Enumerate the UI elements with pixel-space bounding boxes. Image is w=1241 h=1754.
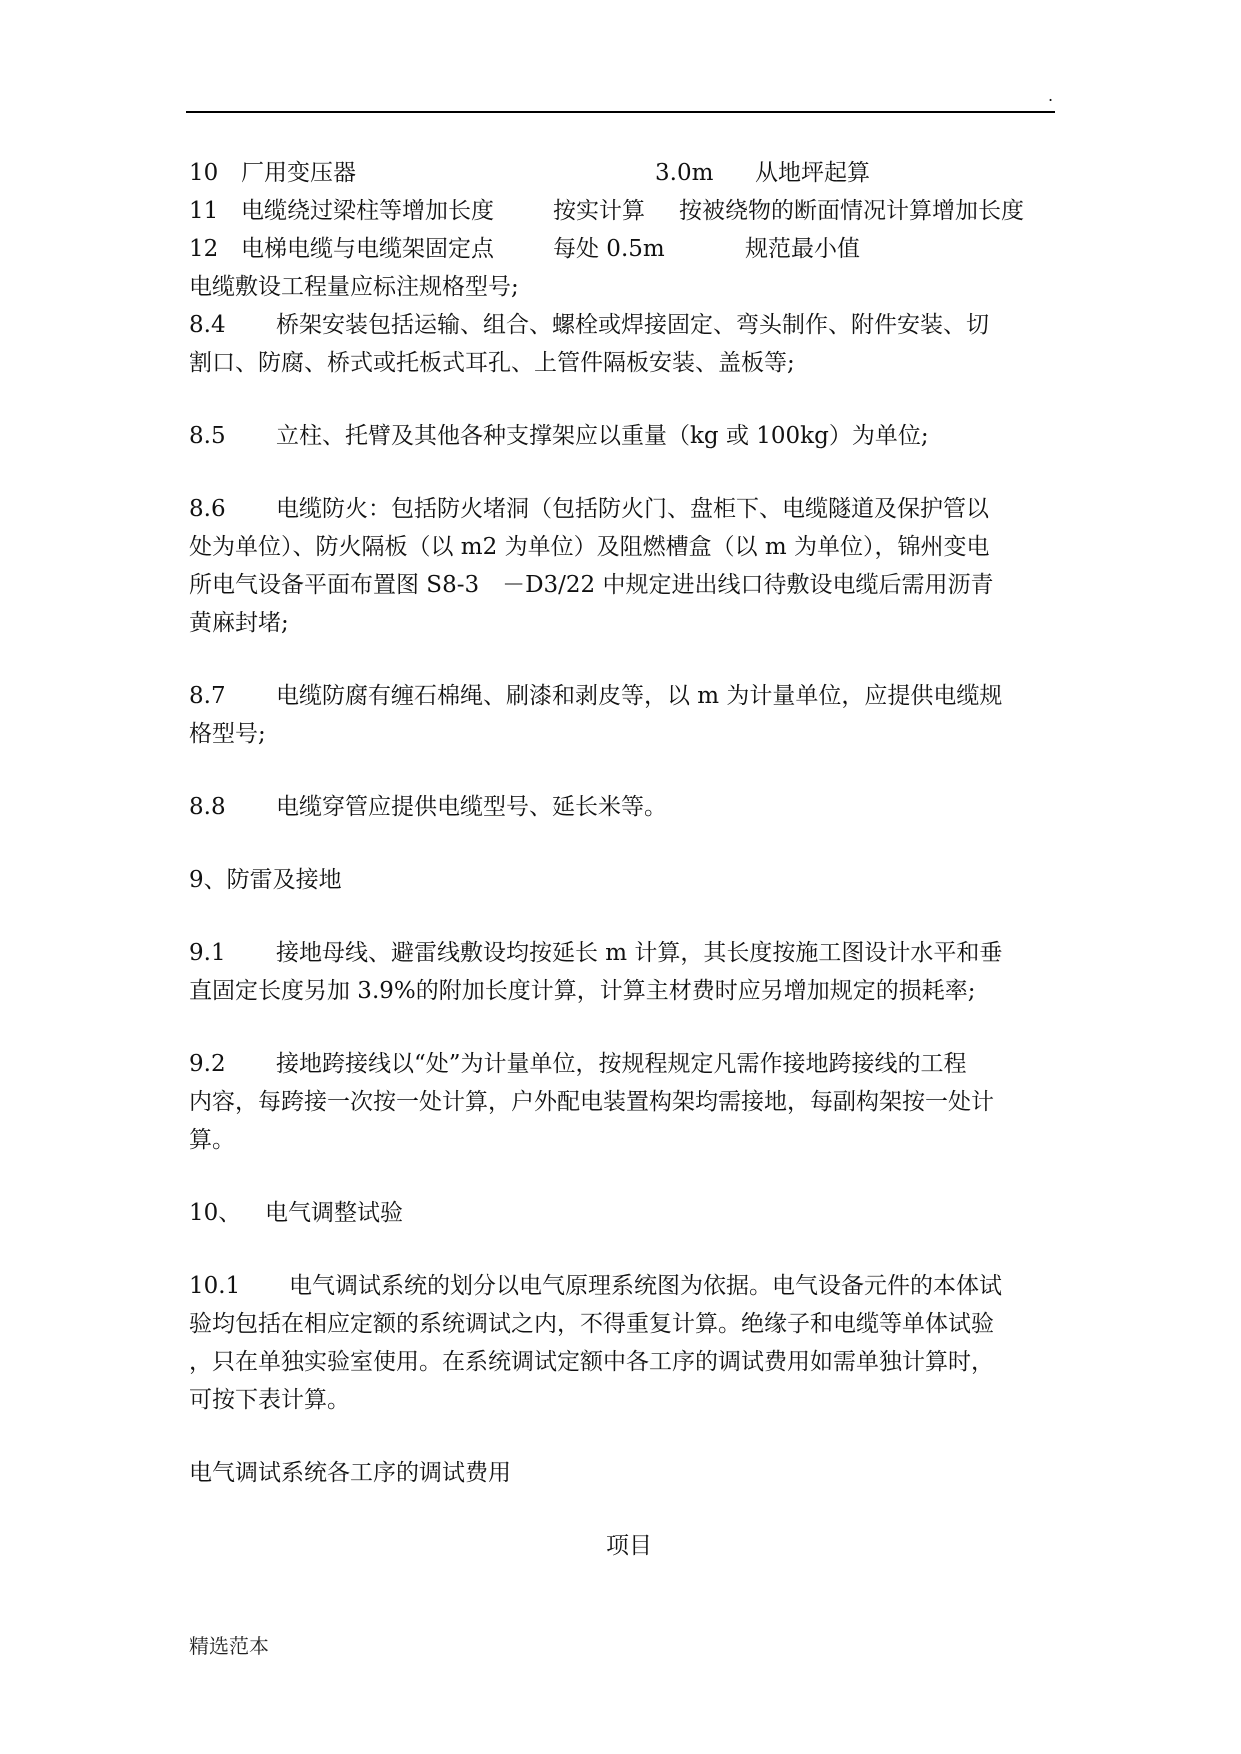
section-heading-10 bbox=[189, 1194, 1069, 1232]
section-number: 10、 bbox=[189, 1200, 242, 1226]
row-item: 电缆绕过梁柱等增加长度 bbox=[241, 198, 494, 224]
row-value: 3.0m bbox=[655, 160, 714, 186]
row-value: 每处 0.5m bbox=[553, 236, 665, 262]
table-header-item: 项目 bbox=[606, 1533, 652, 1559]
row-item: 电梯电缆与电缆架固定点 bbox=[241, 236, 494, 262]
table-row bbox=[189, 230, 1069, 268]
table-row bbox=[189, 154, 1069, 192]
section-9-2-line: 算。 bbox=[189, 1127, 235, 1153]
row-item: 厂用变压器 bbox=[241, 160, 356, 186]
section-8-7-line: 格型号; bbox=[189, 721, 266, 747]
section-text: 立柱、托臂及其他各种支撑架应以重量（kg 或 100kg）为单位; bbox=[276, 423, 929, 449]
header-rule bbox=[186, 111, 1055, 113]
section-10-1-line: 验均包括在相应定额的系统调试之内，不得重复计算。绝缘子和电缆等单体试验 bbox=[189, 1311, 994, 1337]
row-value: 按实计算 bbox=[553, 198, 645, 224]
section-8-5-line bbox=[189, 417, 1069, 455]
section-number: 10.1 bbox=[189, 1273, 241, 1299]
section-8-7-line bbox=[189, 677, 1069, 715]
section-text: 桥架安装包括运输、组合、螺栓或焊接固定、弯头制作、附件安装、切 bbox=[276, 312, 989, 338]
section-text: 电缆防腐有缠石棉绳、刷漆和剥皮等，以 m 为计量单位，应提供电缆规 bbox=[276, 683, 1003, 709]
page-footer: 精选范本 bbox=[189, 1634, 269, 1658]
section-8-4-line bbox=[189, 306, 1069, 344]
header-dot: . bbox=[1048, 86, 1054, 105]
section-text: 接地跨接线以“处”为计量单位，按规程规定凡需作接地跨接线的工程 bbox=[276, 1051, 967, 1077]
section-10-1-line: 可按下表计算。 bbox=[189, 1387, 350, 1413]
section-9-2-line bbox=[189, 1045, 1069, 1083]
section-number: 8.4 bbox=[189, 312, 226, 338]
table-title: 电气调试系统各工序的调试费用 bbox=[189, 1460, 511, 1486]
table-row bbox=[189, 192, 1069, 230]
section-8-6-line: 黄麻封堵; bbox=[189, 610, 289, 636]
document-body bbox=[189, 154, 1069, 1565]
row-note: 按被绕物的断面情况计算增加长度 bbox=[679, 198, 1024, 224]
note-line: 电缆敷设工程量应标注规格型号; bbox=[189, 274, 519, 300]
section-8-6-line bbox=[189, 490, 1069, 528]
section-heading-9: 9、防雷及接地 bbox=[189, 867, 342, 893]
section-number: 9.1 bbox=[189, 940, 226, 966]
section-number: 9.2 bbox=[189, 1051, 226, 1077]
section-8-4-line: 割口、防腐、桥式或托板式耳孔、上管件隔板安装、盖板等; bbox=[189, 350, 795, 376]
row-number: 10 bbox=[189, 160, 219, 186]
section-text: 电缆防火：包括防火堵洞（包括防火门、盘柜下、电缆隧道及保护管以 bbox=[276, 496, 989, 522]
section-number: 8.5 bbox=[189, 423, 226, 449]
section-8-6-line: 处为单位）、防火隔板（以 m2 为单位）及阻燃槽盒（以 m 为单位），锦州变电 bbox=[189, 534, 990, 560]
row-note: 规范最小值 bbox=[745, 236, 860, 262]
section-8-8-line bbox=[189, 788, 1069, 826]
section-9-2-line: 内容，每跨接一次按一处计算，户外配电装置构架均需接地，每副构架按一处计 bbox=[189, 1089, 994, 1115]
section-8-6-line: 所电气设备平面布置图 S8-3 －D3/22 中规定进出线口待敷设电缆后需用沥青 bbox=[189, 572, 994, 598]
row-number: 12 bbox=[189, 236, 219, 262]
section-10-1-line: ，只在单独实验室使用。在系统调试定额中各工序的调试费用如需单独计算时， bbox=[189, 1349, 994, 1375]
section-heading-text: 电气调整试验 bbox=[265, 1200, 403, 1226]
section-text: 接地母线、避雷线敷设均按延长 m 计算，其长度按施工图设计水平和垂 bbox=[276, 940, 1003, 966]
section-number: 8.8 bbox=[189, 794, 226, 820]
section-10-1-line bbox=[189, 1267, 1069, 1305]
section-9-1-line: 直固定长度另加 3.9%的附加长度计算，计算主材费时应另增加规定的损耗率; bbox=[189, 978, 976, 1004]
section-text: 电气调试系统的划分以电气原理系统图为依据。电气设备元件的本体试 bbox=[289, 1273, 1002, 1299]
section-number: 8.7 bbox=[189, 683, 226, 709]
section-9-1-line bbox=[189, 934, 1069, 972]
section-number: 8.6 bbox=[189, 496, 226, 522]
row-number: 11 bbox=[189, 198, 219, 224]
section-text: 电缆穿管应提供电缆型号、延长米等。 bbox=[276, 794, 667, 820]
row-note: 从地坪起算 bbox=[755, 160, 870, 186]
